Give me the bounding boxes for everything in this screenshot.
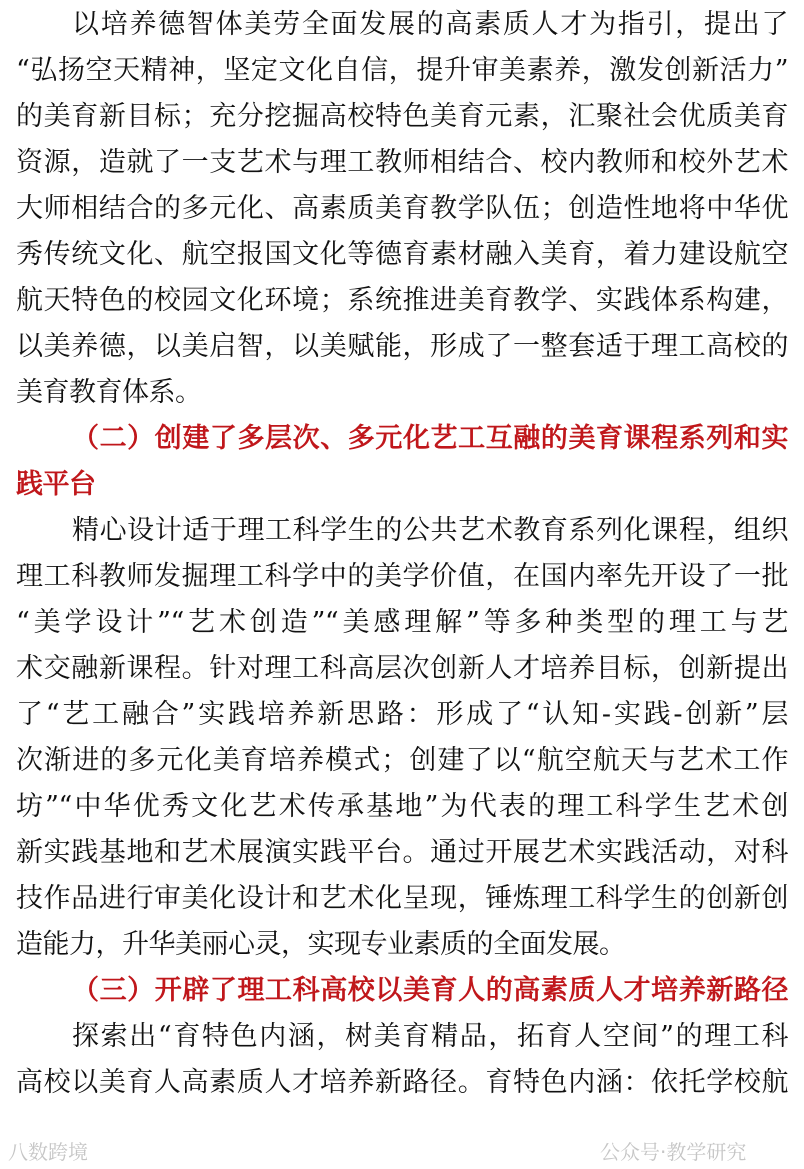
text-line: 美育教育体系。 xyxy=(16,377,202,408)
document-page xyxy=(16,2,788,1106)
text-line: “弘扬空天精神，坚定文化自信，提升审美素养，激发创新活力” xyxy=(16,55,788,86)
watermark-left: 八数跨境 xyxy=(8,1140,88,1164)
text-line: 大师相结合的多元化、高素质美育教学队伍；创造性地将中华优 xyxy=(16,193,788,224)
section-heading-3: （三）开辟了理工科高校以美育人的高素质人才培养新路径 xyxy=(72,975,788,1006)
paragraph-2 xyxy=(16,508,788,968)
text-line: 精心设计适于理工科学生的公共艺术教育系列化课程，组织 xyxy=(72,515,788,546)
heading-line: 践平台 xyxy=(16,469,96,500)
watermark-right: 公众号·教学研究 xyxy=(600,1140,747,1164)
text-line: 的美育新目标；充分挖掘高校特色美育元素，汇聚社会优质美育 xyxy=(16,101,788,132)
text-line: 新实践基地和艺术展演实践平台。通过开展艺术实践活动，对科 xyxy=(16,837,788,868)
text-line: 以美养德，以美启智，以美赋能，形成了一整套适于理工高校的 xyxy=(16,331,788,362)
text-line: 以培养德智体美劳全面发展的高素质人才为指引，提出了 xyxy=(72,9,788,40)
text-line: 次渐进的多元化美育培养模式；创建了以“航空航天与艺术工作 xyxy=(16,745,788,776)
text-line: 资源，造就了一支艺术与理工教师相结合、校内教师和校外艺术 xyxy=(16,147,788,178)
text-line: 理工科教师发掘理工科学中的美学价值，在国内率先开设了一批 xyxy=(16,561,788,592)
heading-line: （二）创建了多层次、多元化艺工互融的美育课程系列和实 xyxy=(72,423,788,454)
section-heading-2 xyxy=(16,416,788,508)
paragraph-1 xyxy=(16,2,788,416)
text-line: 坊”“中华优秀文化艺术传承基地”为代表的理工科学生艺术创 xyxy=(16,791,788,822)
text-line: 航天特色的校园文化环境；系统推进美育教学、实践体系构建， xyxy=(16,285,788,316)
text-line: 造能力，升华美丽心灵，实现专业素质的全面发展。 xyxy=(16,929,626,960)
paragraph-3 xyxy=(16,1014,788,1106)
text-line: “美学设计”“艺术创造”“美感理解”等多种类型的理工与艺 xyxy=(16,607,788,638)
text-line: 秀传统文化、航空报国文化等德育素材融入美育，着力建设航空 xyxy=(16,239,788,270)
text-line: 了“艺工融合”实践培养新思路：形成了“认知-实践-创新”层 xyxy=(16,699,788,730)
text-line: 技作品进行审美化设计和艺术化呈现，锤炼理工科学生的创新创 xyxy=(16,883,788,914)
text-line: 高校以美育人高素质人才培养新路径。育特色内涵：依托学校航 xyxy=(16,1067,788,1098)
text-line: 术交融新课程。针对理工科高层次创新人才培养目标，创新提出 xyxy=(16,653,788,684)
text-line: 探索出“育特色内涵，树美育精品，拓育人空间”的理工科 xyxy=(72,1021,788,1052)
